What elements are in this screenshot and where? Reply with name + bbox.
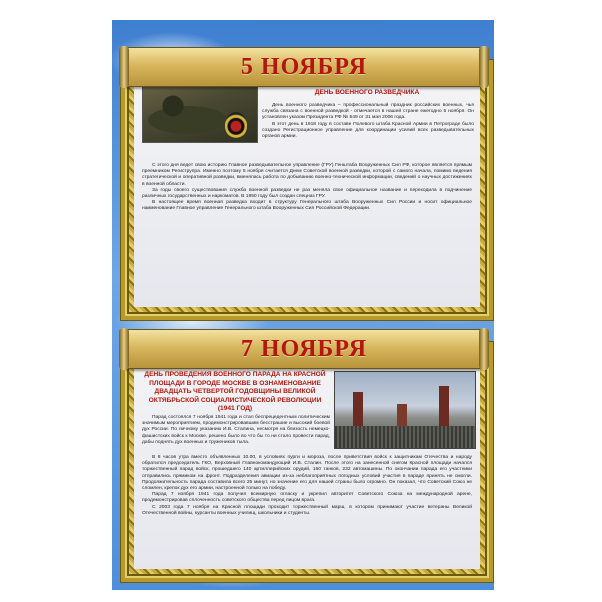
intro-paragraph: День военного разведчика – профессиональный праздник российских военных, чья служба связана с военной разведкой - отмечается в нашей стране ежегодно 5 ноября. Он установлен указом Президента РФ № 549 от 31 мая 2006 года. <box>262 103 474 121</box>
parade-troops <box>335 426 475 448</box>
poster-board <box>112 20 494 590</box>
section-headline: ДЕНЬ ВОЕННОГО РАЗВЕДЧИКА <box>314 89 420 96</box>
gru-emblem-icon <box>225 112 247 138</box>
section-lead: Парад состоялся 7 ноября 1941 года и стал беспрецедентным политическим значимым мероприятием, продемонстрировавшим бесстрашие и высокий боевой дух России. По личному указанию И.В. Сталина, несмотря на близость немецко-фашистских войск к Москве, решено было во что бы то ни стало провести парад, дабы поднять дух военных и тружеников тыла. <box>142 415 330 445</box>
date-banner-november-5 <box>126 47 482 87</box>
date-title: 7 НОЯБРЯ <box>240 335 368 362</box>
kremlin-tower-icon <box>439 386 449 426</box>
section-content-november-7 <box>134 355 480 569</box>
body-paragraph: В 8 часов утра вместо объявленных 10.00, в условиях пурги и мороза, после приветствия войск к защитникам Отечества и народу обратился председатель ГКО, Верховный Главнокомандующий И.В. Сталин. После этого на занесенной снегом Красной площади начался торжественный парад войск, прошедшего 140 артиллерийских орудий, 160 танков, 232 автомашины. По окончании парада его участники отправились прямиком на фронт. Подразделения авиации из-за неблагоприятных погодных условий участия в параде принять не смогли. Продолжительность парада составила всего 25 минут, но значение его для нашей страны было огромно. Он показал, что Советский Союз не сломлен, крепок дух его армии, настроенной только на победу. <box>142 455 472 492</box>
section-intro <box>262 103 474 140</box>
body-paragraph: За годы своего существования служба военной разведки не раз меняла свое официальное название и переходила в подчинение различных государственных и наркоматов. В 1950 году был создан спецназ ГРУ. <box>142 187 472 200</box>
section-body <box>142 163 472 213</box>
section-headline: ДЕНЬ ПРОВЕДЕНИЯ ВОЕННОГО ПАРАДА НА КРАСНОЙ ПЛОЩАДИ В ГОРОДЕ МОСКВЕ В ОЗНАМЕНОВАНИЕ ДВАДЦАТЬ ЧЕТВЕРТОЙ ГОДОВЩИНЫ ВЕЛИКОЙ ОКТЯБРЬСКОЙ СОЦИАЛИСТИЧЕСКОЙ РЕВОЛЮЦИИ (1941 ГОД) <box>144 371 326 413</box>
body-paragraph: В настоящее время военная разведка входит в структуру Генерального штаба Вооруженных Сил России и носит официальное наименование Главное управление Генерального штаба Вооруженных Сил Российской Федерации. <box>142 200 472 212</box>
section-body <box>142 455 472 517</box>
body-paragraph: Парад 7 ноября 1941 года получил всемирную огласку и укрепил авторитет Советского Союза на международной арене, продемонстрировав сплоченность советского общества перед лицом врага. <box>142 492 472 504</box>
section-frame-november-5 <box>121 60 493 320</box>
section-content-november-5 <box>134 73 480 307</box>
body-paragraph: С 2003 года 7 ноября на Красной площади проходит торжественный марш, в котором принимают участие ветераны Великой Отечественной войны, курсанты военных училищ, школьники и студенты. <box>142 504 472 516</box>
body-paragraph: С этого дня ведет свою историю Главное разведывательное управление (ГРУ) Генштаба Вооруженных Сил РФ, которое является прямым преемником Региструпра. Именно поэтому 5 ноября считается Днем Советской военной разведки, которой с самого начала, помимо ведения стратегической и оперативной разведки, вменялась работа по добыванию военно-технической информации, сведений о научных достижениях в военной области. <box>142 163 472 187</box>
red-square-parade-photo <box>334 371 476 449</box>
date-banner-november-7 <box>126 329 482 369</box>
intro-paragraph: В этот день в 1918 году в составе Полевого штаба Красной Армии в Петрограде было создано Регистрационное управление для координации усилий всех разведывательных органов армии. <box>262 121 474 140</box>
cathedral-icon <box>397 404 407 426</box>
section-frame-november-7 <box>121 342 493 582</box>
scout-soldier-photo <box>142 83 258 143</box>
kremlin-tower-icon <box>353 392 363 426</box>
date-title: 5 НОЯБРЯ <box>240 53 368 80</box>
